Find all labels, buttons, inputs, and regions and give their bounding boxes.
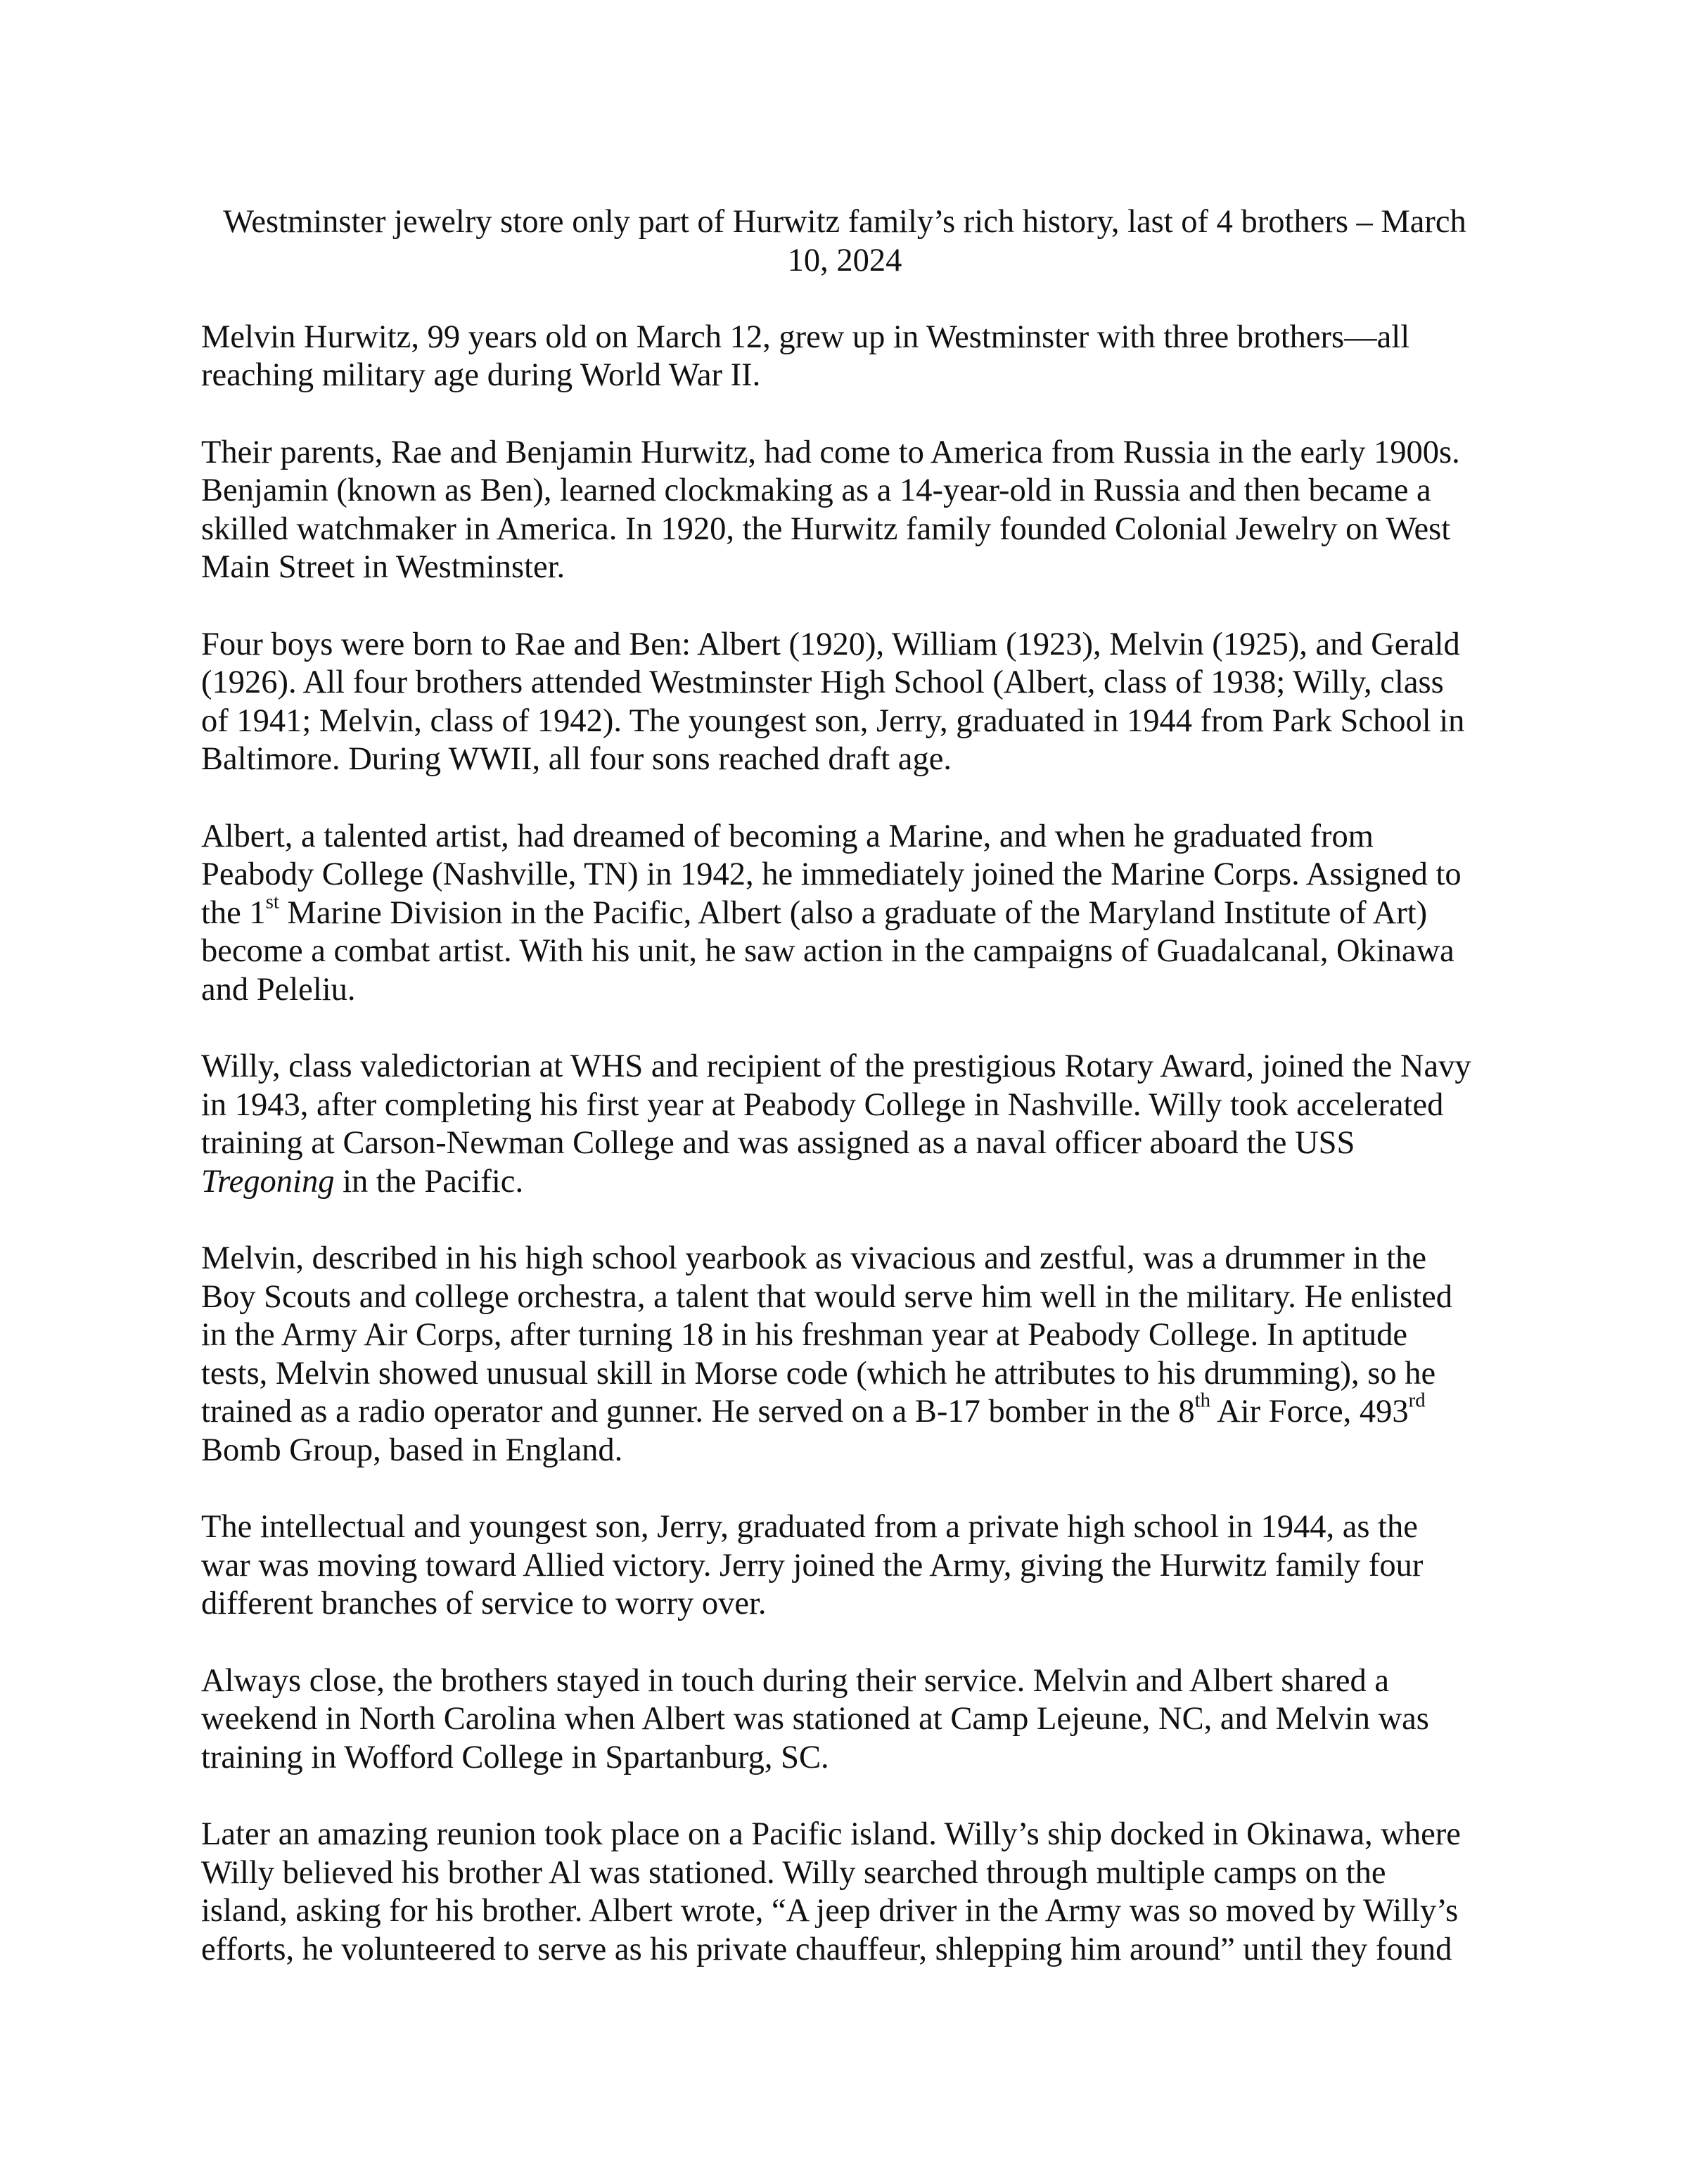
text-line: different branches of service to worry over. — [201, 1586, 767, 1622]
text-segment: the 1 — [201, 894, 266, 931]
text-line: Melvin, described in his high school yearbook as vivacious and zestful, was a drummer in the — [201, 1240, 1427, 1277]
text-line: Later an amazing reunion took place on a Pacific island. Willy’s ship docked in Okinawa, where — [201, 1816, 1461, 1852]
paragraph — [201, 1048, 1488, 1201]
text-line: Boy Scouts and college orchestra, a talent that would serve him well in the military. He enlisted — [201, 1278, 1453, 1315]
text-line — [201, 1163, 1488, 1202]
paragraph — [201, 1508, 1488, 1624]
italic-text: Tregoning — [201, 1163, 335, 1200]
text-segment: Marine Division in the Pacific, Albert (also a graduate of the Maryland Institute of Art) — [279, 894, 1428, 931]
title-line: 10, 2024 — [787, 242, 902, 278]
text-segment: trained as a radio operator and gunner. He served on a B-17 bomber in the 8 — [201, 1394, 1195, 1430]
text-line: Melvin Hurwitz, 99 years old on March 12, grew up in Westminster with three brothers—all — [201, 319, 1410, 355]
text-line: war was moving toward Allied victory. Jerry joined the Army, giving the Hurwitz family four — [201, 1547, 1424, 1584]
text-line — [201, 1389, 1488, 1432]
text-line: efforts, he volunteered to serve as his private chauffeur, shlepping him around” until they found — [201, 1931, 1452, 1967]
text-line: in the Army Air Corps, after turning 18 in his freshman year at Peabody College. In aptitude — [201, 1317, 1407, 1354]
paragraph — [201, 319, 1488, 395]
text-segment: Air Force, 493 — [1210, 1394, 1409, 1430]
text-line: skilled watchmaker in America. In 1920, the Hurwitz family founded Colonial Jewelry on West — [201, 510, 1451, 547]
paragraph — [201, 1662, 1488, 1778]
text-line: and Peleliu. — [201, 971, 356, 1008]
text-line: weekend in North Carolina when Albert was stationed at Camp Lejeune, NC, and Melvin was — [201, 1701, 1429, 1737]
text-line: Four boys were born to Rae and Ben: Albert (1920), William (1923), Melvin (1925), and Gerald — [201, 626, 1460, 662]
text-line: Always close, the brothers stayed in touch during their service. Melvin and Albert shared a — [201, 1662, 1390, 1699]
text-line: Benjamin (known as Ben), learned clockmaking as a 14-year-old in Russia and then became a — [201, 473, 1431, 509]
document-page — [201, 203, 1488, 2008]
paragraph — [201, 1240, 1488, 1470]
text-line: reaching military age during World War II. — [201, 357, 761, 394]
text-line: training at Carson-Newman College and was assigned as a naval officer aboard the USS — [201, 1125, 1355, 1162]
text-segment: in the Pacific. — [334, 1163, 524, 1200]
article-body — [201, 319, 1488, 1970]
title-line: Westminster jewelry store only part of Hurwitz family’s rich history, last of 4 brothers – March — [223, 204, 1466, 240]
superscript: st — [265, 890, 279, 913]
text-line: island, asking for his brother. Albert wrote, “A jeep driver in the Army was so moved by Willy’s — [201, 1893, 1459, 1929]
paragraph — [201, 1816, 1488, 1969]
text-line: Baltimore. During WWII, all four sons reached draft age. — [201, 741, 952, 778]
text-line — [201, 890, 1488, 933]
text-line: in 1943, after completing his first year at Peabody College in Nashville. Willy took accelerated — [201, 1086, 1444, 1123]
superscript: th — [1194, 1389, 1211, 1412]
text-line: The intellectual and youngest son, Jerry, graduated from a private high school in 1944, as the — [201, 1509, 1418, 1546]
text-line: Peabody College (Nashville, TN) in 1942, he immediately joined the Marine Corps. Assigned to — [201, 856, 1462, 893]
paragraph — [201, 818, 1488, 1010]
superscript: rd — [1408, 1389, 1426, 1412]
text-line: (1926). All four brothers attended Westminster High School (Albert, class of 1938; Willy, class — [201, 664, 1444, 701]
text-line: Albert, a talented artist, had dreamed of becoming a Marine, and when he graduated from — [201, 818, 1374, 854]
article-title — [201, 203, 1488, 280]
text-line: Bomb Group, based in England. — [201, 1432, 623, 1468]
text-line: Their parents, Rae and Benjamin Hurwitz, had come to America from Russia in the early 1900s. — [201, 434, 1460, 470]
text-line: training in Wofford College in Spartanburg, SC. — [201, 1739, 829, 1775]
paragraph — [201, 626, 1488, 779]
paragraph — [201, 434, 1488, 587]
text-line: tests, Melvin showed unusual skill in Morse code (which he attributes to his drumming), so he — [201, 1355, 1436, 1392]
text-line: Main Street in Westminster. — [201, 549, 565, 586]
text-line: of 1941; Melvin, class of 1942). The youngest son, Jerry, graduated in 1944 from Park School in — [201, 702, 1465, 739]
text-line: Willy, class valedictorian at WHS and recipient of the prestigious Rotary Award, joined the Navy — [201, 1048, 1471, 1085]
text-line: become a combat artist. With his unit, he saw action in the campaigns of Guadalcanal, Okinawa — [201, 933, 1454, 970]
text-line: Willy believed his brother Al was stationed. Willy searched through multiple camps on the — [201, 1854, 1386, 1891]
